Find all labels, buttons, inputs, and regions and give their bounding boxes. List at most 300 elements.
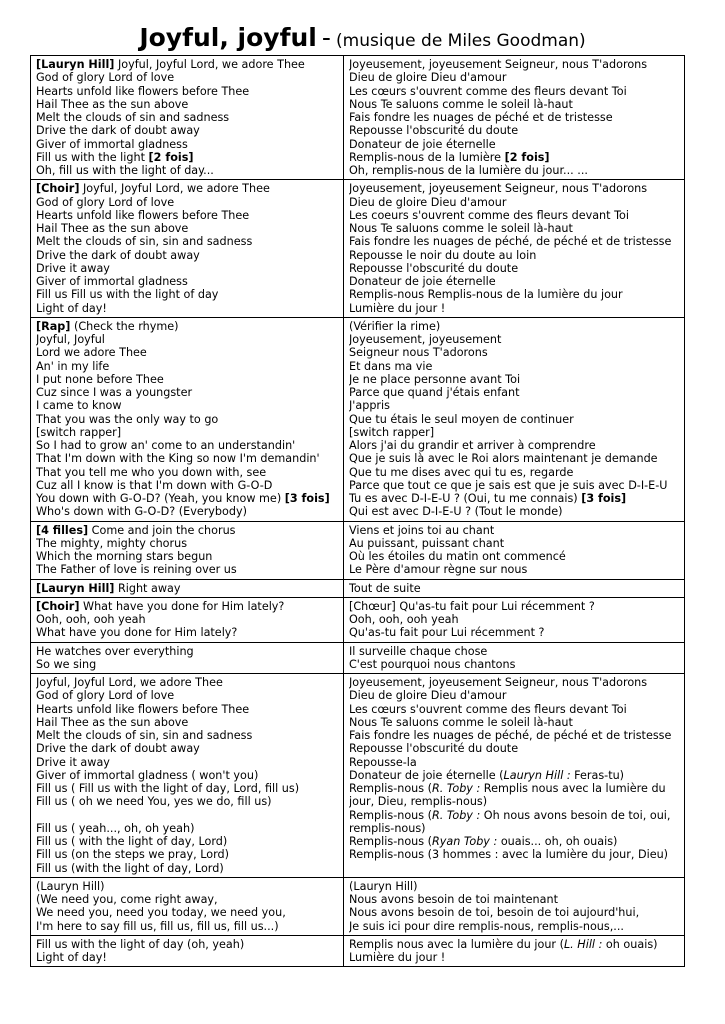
lyric-text: Les coeurs s'ouvrent comme des fleurs devant Toi (349, 208, 629, 222)
lyric-text: He watches over everything (36, 644, 194, 658)
lyric-line (36, 439, 338, 452)
lyric-line (36, 938, 338, 951)
lyric-text: Nous avons besoin de toi, besoin de toi aujourd'hui, (349, 906, 640, 920)
lyric-text: The Father of love is reining over us (36, 563, 237, 577)
lyric-line (349, 582, 679, 595)
lyric-text: Drive it away (36, 261, 110, 275)
singer-note: Ryan Toby : (432, 835, 498, 848)
lyric-text: Joyful, Joyful (36, 333, 105, 346)
lyric-line (36, 703, 338, 716)
lyric-line (36, 835, 338, 848)
section-marker: [Choir] (36, 182, 80, 196)
singer-note: L. Hill : (563, 937, 603, 951)
lyric-line (349, 58, 679, 71)
stanza-row (31, 877, 685, 935)
english-lyrics-cell (31, 56, 344, 180)
lyric-text: Et dans ma vie (349, 359, 433, 373)
lyric-text: Fill us ( with the light of day, Lord) (36, 835, 228, 848)
stanza-row (31, 180, 685, 318)
lyrics-body (31, 56, 685, 967)
lyric-line (36, 346, 338, 359)
lyric-line (349, 399, 679, 412)
french-lyrics-cell (344, 642, 685, 674)
lyric-text: Qui est avec D-I-E-U ? (Tout le monde) (349, 505, 563, 519)
lyric-text: Tu es avec D-I-E-U ? (Oui, tu me connais) (349, 492, 582, 505)
lyric-text: Que tu me dises avec qui tu es, regarde (349, 465, 574, 479)
lyric-text: What have you done for Him lately? (79, 599, 285, 613)
lyric-line (349, 333, 679, 346)
lyric-text: Repousse l'obscurité du doute (349, 742, 519, 756)
lyric-text: Qu'as-tu fait pour Lui récemment ? (349, 626, 545, 640)
lyric-line (36, 689, 338, 702)
lyric-line (349, 222, 679, 235)
lyric-line (349, 302, 679, 315)
lyric-text: Nous Te saluons comme le soleil là-haut (349, 715, 573, 729)
lyric-text: The mighty, mighty chorus (36, 536, 188, 550)
lyric-line (349, 209, 679, 222)
lyric-text: Donateur de joie éternelle (349, 275, 496, 288)
page-title (0, 21, 725, 58)
singer-note: R. Toby : (432, 808, 481, 822)
lyric-line (349, 537, 679, 550)
lyric-text: ouais... oh, oh ouais) (497, 835, 618, 848)
lyric-text: Parce que tout ce que je sais est que je suis avec D-I-E-U (349, 478, 668, 492)
lyric-line (349, 689, 679, 702)
french-lyrics-cell (344, 674, 685, 878)
lyric-line (36, 111, 338, 124)
lyric-text: Drive it away (36, 755, 110, 769)
lyric-text: Joyful, Joyful Lord, we adore Thee (36, 676, 223, 689)
lyric-text: C'est pourquoi nous chantons (349, 657, 516, 671)
lyric-text: (Check the rhyme) (70, 319, 179, 333)
lyric-text: Alors j'ai du grandir et arriver à comprendre (349, 439, 596, 452)
lyric-line (349, 880, 679, 893)
lyric-line (36, 809, 338, 822)
lyric-line (36, 452, 338, 465)
lyric-text: Le Père d'amour règne sur nous (349, 563, 528, 577)
stanza-row (31, 56, 685, 180)
lyric-line (36, 756, 338, 769)
lyric-text: Who's down with G-O-D? (Everybody) (36, 505, 247, 519)
lyric-line (36, 196, 338, 209)
lyric-line (36, 235, 338, 248)
lyric-text: Les cœurs s'ouvrent comme des fleurs devant Toi (349, 84, 627, 98)
lyric-text: Hail Thee as the sun above (36, 715, 189, 729)
lyric-line (36, 563, 338, 576)
lyric-text: Donateur de joie éternelle ( (349, 768, 504, 782)
lyric-line (36, 729, 338, 742)
lyric-text: Viens et joins toi au chant (349, 523, 495, 537)
lyric-text: Remplis-nous Remplis-nous de la lumière du jour (349, 288, 623, 302)
lyric-line (349, 452, 679, 465)
lyric-line (349, 111, 679, 124)
lyric-line (36, 124, 338, 137)
english-lyrics-cell (31, 180, 344, 318)
lyric-text: Remplis nous avec la lumière du (480, 782, 666, 795)
lyric-text: Seigneur nous T'adorons (349, 346, 488, 360)
french-lyrics-cell (344, 317, 685, 521)
lyric-line (349, 756, 679, 769)
lyric-line (36, 58, 338, 71)
lyric-line (349, 71, 679, 84)
lyric-text: Ooh, ooh, ooh yeah (349, 613, 459, 626)
lyric-line (36, 373, 338, 386)
lyric-line (349, 848, 679, 861)
section-marker: [3 fois] (284, 492, 330, 505)
lyric-text: Melt the clouds of sin, sin and sadness (36, 729, 253, 742)
lyric-line (349, 98, 679, 111)
lyric-line (36, 333, 338, 346)
lyric-text: jour, Dieu, remplis-nous) (349, 795, 488, 809)
lyric-line (349, 626, 679, 639)
lyric-text: J'appris (349, 399, 390, 413)
lyric-text: Hail Thee as the sun above (36, 97, 189, 111)
lyric-text: [switch rapper] (36, 425, 122, 439)
lyric-text: Les cœurs s'ouvrent comme des fleurs devant Toi (349, 702, 627, 716)
lyric-text: That you was the only way to go (36, 412, 219, 426)
lyric-line (349, 505, 679, 518)
lyric-line (36, 249, 338, 262)
stanza-row (31, 597, 685, 642)
section-marker: [2 fois] (148, 150, 194, 164)
english-lyrics-cell (31, 935, 344, 967)
lyric-text: God of glory Lord of love (36, 195, 175, 209)
lyric-line (36, 848, 338, 861)
lyric-line (349, 182, 679, 195)
lyric-text: Hearts unfold like flowers before Thee (36, 702, 250, 716)
lyric-text: Remplis-nous de la lumière (349, 150, 505, 164)
lyric-line (349, 835, 679, 848)
lyric-line (349, 249, 679, 262)
lyric-text: oh ouais) (602, 937, 658, 951)
lyric-text: (Lauryn Hill) (349, 879, 418, 893)
lyric-line (36, 769, 338, 782)
lyric-text: Donateur de joie éternelle (349, 137, 496, 151)
lyric-line (36, 222, 338, 235)
lyric-text: So we sing (36, 657, 97, 671)
lyric-text: Remplis-nous ( (349, 782, 433, 795)
section-marker: [2 fois] (504, 150, 550, 164)
lyric-text: Oh, remplis-nous de la lumière du jour... ... (349, 164, 588, 177)
lyric-line (36, 880, 338, 893)
lyric-text: Joyeusement, joyeusement (349, 333, 502, 346)
lyric-line (349, 492, 679, 505)
lyric-line (36, 822, 338, 835)
lyric-line (349, 262, 679, 275)
stanza-row (31, 935, 685, 967)
lyric-text: Fill us (on the steps we pray, Lord) (36, 848, 229, 862)
lyric-line (349, 235, 679, 248)
french-lyrics-cell (344, 579, 685, 597)
lyric-text: Repousse l'obscurité du doute (349, 124, 519, 138)
lyric-line (349, 822, 679, 835)
lyric-text: God of glory Lord of love (36, 689, 175, 703)
lyric-line (36, 582, 338, 595)
lyric-line (36, 426, 338, 439)
section-marker: [Rap] (36, 319, 71, 333)
lyric-line (36, 795, 338, 808)
lyric-text: (Lauryn Hill) (36, 879, 105, 893)
lyric-text: Remplis-nous ( (349, 808, 433, 822)
lyric-line (349, 716, 679, 729)
lyric-text: Nous Te saluons comme le soleil là-haut (349, 97, 573, 111)
lyric-text: Giver of immortal gladness ( won't you) (36, 768, 259, 782)
lyric-line (349, 360, 679, 373)
lyric-line (36, 492, 338, 505)
lyric-line (349, 320, 679, 333)
english-lyrics-cell (31, 579, 344, 597)
lyric-text: That I'm down with the King so now I'm demandin' (36, 452, 320, 466)
lyric-text: Repousse le noir du doute au loin (349, 248, 537, 262)
lyric-text: Joyful, Joyful Lord, we adore Thee (79, 182, 270, 196)
lyric-line (36, 742, 338, 755)
lyric-text: Parce que quand j'étais enfant (349, 386, 520, 399)
lyric-text: Remplis-nous ( (349, 835, 433, 848)
lyric-line (349, 938, 679, 951)
lyric-text: Cuz all I know is that I'm down with G-O-D (36, 478, 273, 492)
lyric-text: Dieu de gloire Dieu d'amour (349, 195, 507, 209)
lyric-line (349, 151, 679, 164)
lyric-line (36, 71, 338, 84)
english-lyrics-cell (31, 877, 344, 935)
section-marker: [4 filles] (36, 523, 89, 537)
lyric-line (36, 386, 338, 399)
lyric-text: Ooh, ooh, ooh yeah (36, 613, 146, 626)
stanza-row (31, 674, 685, 878)
lyric-line (36, 262, 338, 275)
english-lyrics-cell (31, 642, 344, 674)
lyric-line (349, 550, 679, 563)
lyric-line (349, 346, 679, 359)
english-lyrics-cell (31, 597, 344, 642)
lyric-text: Oh nous avons besoin de toi, oui, (480, 808, 671, 822)
lyric-line (36, 906, 338, 919)
lyric-line (36, 209, 338, 222)
lyric-line (36, 658, 338, 671)
lyric-text: Which the morning stars begun (36, 550, 213, 563)
section-marker: [3 fois] (581, 492, 627, 505)
lyric-line (349, 373, 679, 386)
lyric-text: I'm here to say fill us, fill us, fill us, fill us...) (36, 919, 279, 933)
lyric-line (349, 809, 679, 822)
lyric-text: Joyeusement, joyeusement Seigneur, nous T'adorons (349, 182, 648, 196)
lyric-line (349, 703, 679, 716)
lyric-line (349, 769, 679, 782)
lyric-line (349, 138, 679, 151)
lyric-line (36, 399, 338, 412)
lyric-line (349, 124, 679, 137)
lyric-text: Fill us (with the light of day, Lord) (36, 861, 224, 875)
french-lyrics-cell (344, 877, 685, 935)
lyric-line (36, 524, 338, 537)
lyric-line (36, 466, 338, 479)
lyric-text: Fill us ( yeah..., oh, oh yeah) (36, 821, 195, 835)
french-lyrics-cell (344, 180, 685, 318)
lyric-line (349, 906, 679, 919)
lyric-line (349, 658, 679, 671)
lyric-text: Drive the dark of doubt away (36, 742, 200, 756)
lyric-line (36, 645, 338, 658)
lyric-text: You down with G-O-D? (Yeah, you know me) (36, 492, 285, 505)
lyric-text: God of glory Lord of love (36, 71, 175, 85)
lyric-line (36, 676, 338, 689)
lyric-text: Lumière du jour ! (349, 951, 446, 964)
section-marker: [Choir] (36, 599, 80, 613)
lyrics-table (30, 55, 685, 967)
lyric-line (36, 951, 338, 964)
french-lyrics-cell (344, 597, 685, 642)
lyric-text: I came to know (36, 399, 122, 413)
lyric-line (36, 613, 338, 626)
lyric-line (36, 288, 338, 301)
lyric-text: Je suis ici pour dire remplis-nous, remplis-nous,... (349, 919, 624, 933)
lyric-text: Je ne place personne avant Toi (349, 372, 521, 386)
lyric-line (36, 320, 338, 333)
title-separator: - (321, 23, 331, 52)
lyric-line (36, 138, 338, 151)
lyric-line (36, 479, 338, 492)
lyric-text: Fill us with the light of day (oh, yeah) (36, 937, 245, 951)
lyric-text: Remplis-nous (3 hommes : avec la lumière du jour, Dieu) (349, 848, 669, 862)
lyric-text: Tout de suite (349, 581, 421, 595)
singer-note: R. Toby : (432, 782, 481, 795)
lyric-text: Dieu de gloire Dieu d'amour (349, 71, 507, 85)
lyric-text: Nous Te saluons comme le soleil là-haut (349, 222, 573, 235)
lyric-text: Que tu étais le seul moyen de continuer (349, 412, 574, 426)
lyric-text: Joyful, Joyful Lord, we adore Thee (114, 58, 305, 71)
lyric-text: An' in my life (36, 359, 110, 373)
lyric-text: Melt the clouds of sin, sin and sadness (36, 235, 253, 249)
lyric-text: That you tell me who you down with, see (36, 465, 267, 479)
lyric-line (36, 360, 338, 373)
title-subtitle: (musique de Miles Goodman) (336, 31, 586, 51)
lyric-text: Light of day! (36, 951, 107, 964)
lyric-text: Cuz since I was a youngster (36, 386, 193, 399)
lyric-text: Fill us ( oh we need You, yes we do, fill us) (36, 795, 272, 809)
lyric-line (349, 439, 679, 452)
lyric-text: Nous avons besoin de toi maintenant (349, 893, 558, 906)
lyric-line (36, 550, 338, 563)
lyric-text: [switch rapper] (349, 425, 435, 439)
lyric-line (349, 600, 679, 613)
lyric-text: remplis-nous) (349, 821, 426, 835)
english-lyrics-cell (31, 674, 344, 878)
lyric-text: Fais fondre les nuages de péché, de péché et de tristesse (349, 235, 672, 249)
lyric-line (36, 716, 338, 729)
lyric-text: Dieu de gloire Dieu d'amour (349, 689, 507, 703)
lyric-text: Fill us Fill us with the light of day (36, 288, 219, 302)
lyric-line (36, 600, 338, 613)
lyric-line (36, 275, 338, 288)
lyric-text: Il surveille chaque chose (349, 644, 488, 658)
lyric-text: Joyeusement, joyeusement Seigneur, nous T'adorons (349, 676, 648, 689)
lyric-text: Repousse-la (349, 755, 417, 769)
lyric-text: Right away (114, 581, 181, 595)
lyric-text: Hearts unfold like flowers before Thee (36, 208, 250, 222)
lyric-line (36, 302, 338, 315)
lyric-line (349, 742, 679, 755)
lyric-line (349, 479, 679, 492)
french-lyrics-cell (344, 521, 685, 579)
lyric-text: Où les étoiles du matin ont commencé (349, 550, 566, 563)
section-marker: [Lauryn Hill] (36, 58, 115, 71)
lyric-line (36, 151, 338, 164)
lyric-text: Lumière du jour ! (349, 301, 446, 315)
lyric-line (349, 164, 679, 177)
lyric-text: Drive the dark of doubt away (36, 124, 200, 138)
lyric-text: I put none before Thee (36, 372, 164, 386)
lyric-text: Fill us ( Fill us with the light of day, Lord, fill us) (36, 782, 300, 795)
lyric-text: Giver of immortal gladness (36, 137, 188, 151)
lyric-line (349, 676, 679, 689)
lyric-text: So I had to grow an' come to an understandin' (36, 439, 296, 452)
lyric-line (349, 729, 679, 742)
lyric-text: Giver of immortal gladness (36, 275, 188, 288)
lyric-line (349, 613, 679, 626)
lyric-line (349, 563, 679, 576)
section-marker: [Lauryn Hill] (36, 581, 115, 595)
lyric-text: Hail Thee as the sun above (36, 222, 189, 235)
lyric-line (349, 196, 679, 209)
lyric-text: Que je suis là avec le Roi alors maintenant je demande (349, 452, 658, 466)
lyric-text: Repousse l'obscurité du doute (349, 261, 519, 275)
lyric-text: Come and join the chorus (88, 523, 236, 537)
lyric-line (349, 275, 679, 288)
lyric-line (36, 920, 338, 933)
lyric-line (349, 920, 679, 933)
lyric-text: Joyeusement, joyeusement Seigneur, nous T'adorons (349, 58, 648, 71)
lyric-line (36, 413, 338, 426)
lyric-line (349, 85, 679, 98)
title-main: Joyful, joyful (139, 23, 317, 52)
lyric-line (36, 893, 338, 906)
stanza-row (31, 642, 685, 674)
english-lyrics-cell (31, 317, 344, 521)
lyric-line (349, 426, 679, 439)
english-lyrics-cell (31, 521, 344, 579)
lyric-text: [Chœur] Qu'as-tu fait pour Lui récemment ? (349, 599, 595, 613)
lyric-text: We need you, need you today, we need you, (36, 906, 286, 920)
lyric-text: Light of day! (36, 301, 107, 315)
lyric-text: Remplis nous avec la lumière du jour ( (349, 937, 564, 951)
stanza-row (31, 317, 685, 521)
french-lyrics-cell (344, 56, 685, 180)
lyric-text: Hearts unfold like flowers before Thee (36, 84, 250, 98)
lyric-text: Lord we adore Thee (36, 346, 147, 360)
lyric-line (36, 626, 338, 639)
lyric-line (349, 893, 679, 906)
lyric-line (349, 413, 679, 426)
lyric-text: (We need you, come right away, (36, 893, 218, 906)
lyric-line (349, 386, 679, 399)
lyric-line (349, 645, 679, 658)
lyric-line (36, 98, 338, 111)
lyric-text: Fill us with the light (36, 150, 149, 164)
lyric-text: What have you done for Him lately? (36, 626, 238, 640)
lyric-text: (Vérifier la rime) (349, 319, 441, 333)
lyric-text: Fais fondre les nuages de péché, de péché et de tristesse (349, 729, 672, 742)
stanza-row (31, 521, 685, 579)
singer-note: Lauryn Hill : (503, 768, 571, 782)
lyric-text: Feras-tu) (570, 768, 625, 782)
lyric-line (349, 524, 679, 537)
lyric-line (36, 862, 338, 875)
lyric-text: Fais fondre les nuages de péché et de tristesse (349, 111, 613, 124)
lyric-line (349, 466, 679, 479)
lyric-line (349, 951, 679, 964)
lyric-line (349, 288, 679, 301)
lyric-line (36, 782, 338, 795)
